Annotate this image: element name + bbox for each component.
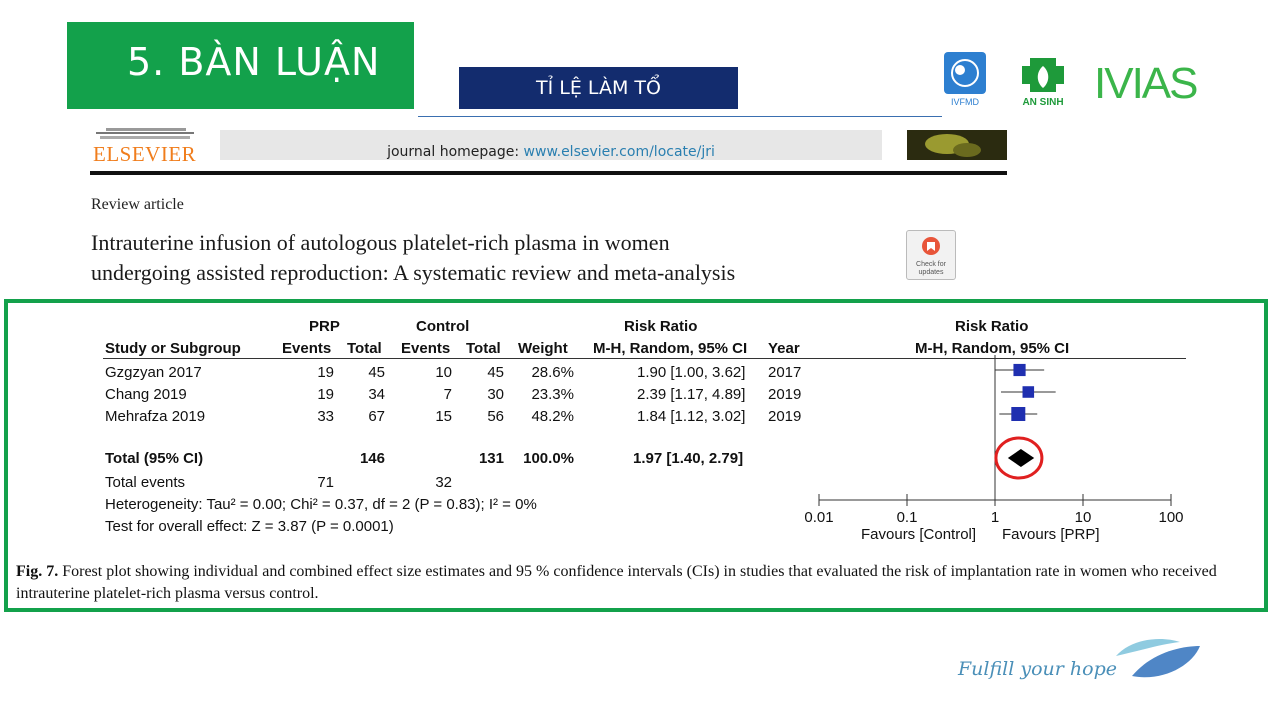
plot-header-risk-ratio: Risk Ratio <box>955 318 1029 335</box>
year: 2019 <box>768 408 802 425</box>
journal-homepage-label: journal homepage: <box>387 144 524 160</box>
svg-text:Check for: Check for <box>916 261 946 268</box>
prp-total: 45 <box>368 364 385 381</box>
col-header-ctrl-events: Events <box>401 340 451 357</box>
x-axis-tick-label: 1 <box>990 509 1000 526</box>
col-header-weight: Weight <box>518 340 568 357</box>
forest-plot <box>800 355 1200 555</box>
prp-total: 67 <box>368 408 385 425</box>
prp-total: 34 <box>368 386 385 403</box>
check-updates-icon <box>907 231 955 279</box>
study-marker <box>1013 364 1025 376</box>
study-marker <box>1011 407 1025 421</box>
publisher-name: ELSEVIER <box>93 142 197 166</box>
pooled-diamond <box>1008 449 1034 467</box>
footer-slogan: Fulfill your hope <box>958 658 1117 680</box>
total-ctrl: 131 <box>478 450 504 467</box>
article-title-line-2: undergoing assisted reproduction: A systematic review and meta-analysis <box>91 260 736 285</box>
total-weight: 100.0% <box>523 450 574 467</box>
ctrl-events: 15 <box>435 408 452 425</box>
figure-caption <box>16 561 1266 605</box>
risk-ratio: 1.90 [1.00, 3.62] <box>637 364 746 381</box>
elsevier-tree-icon <box>96 126 194 140</box>
x-axis-tick-label: 10 <box>1074 509 1092 526</box>
slide-subtitle: TỈ LỆ LÀM TỔ <box>536 77 661 99</box>
slide-title: 5. BÀN LUẬN <box>127 40 381 84</box>
col-header-prp-total: Total <box>347 340 382 357</box>
col-header-rr-method: M-H, Random, 95% CI <box>593 340 748 357</box>
ansinh-logo-text: AN SINH <box>1022 97 1064 108</box>
ivias-logo <box>1094 58 1198 106</box>
total-events-ctrl: 32 <box>435 474 452 491</box>
col-header-year: Year <box>768 340 800 357</box>
study-name: Chang 2019 <box>105 386 187 403</box>
journal-cover-image <box>907 130 1007 160</box>
favours-prp-label: Favours [PRP] <box>1002 526 1100 543</box>
ctrl-total: 56 <box>487 408 504 425</box>
forest-plot-marks <box>995 364 1056 478</box>
journal-homepage-link[interactable]: www.elsevier.com/locate/jri <box>523 144 715 160</box>
x-axis-tick-label: 0.01 <box>804 509 834 526</box>
total-events-prp: 71 <box>317 474 334 491</box>
total-risk-ratio: 1.97 [1.40, 2.79] <box>633 450 744 467</box>
col-header-prp-events: Events <box>282 340 332 357</box>
ctrl-total: 30 <box>487 386 504 403</box>
study-name: Gzgzyan 2017 <box>105 364 202 381</box>
x-axis-tick-label: 100 <box>1158 509 1184 526</box>
forest-plot-axis <box>804 355 1183 526</box>
ansinh-logo <box>1018 58 1068 108</box>
plot-header-method: M-H, Random, 95% CI <box>915 340 1070 357</box>
col-header-study: Study or Subgroup <box>105 340 241 357</box>
group-header-risk-ratio: Risk Ratio <box>624 318 698 335</box>
slide-subtitle-box <box>459 67 738 109</box>
prp-events: 19 <box>317 386 334 403</box>
study-name: Mehrafza 2019 <box>105 408 206 425</box>
group-header-prp: PRP <box>309 318 340 335</box>
ivias-logo-text: IVIAS <box>1094 59 1197 106</box>
overall-effect-stat: Test for overall effect: Z = 3.87 (P = 0.0001) <box>105 518 394 535</box>
article-type: Review article <box>91 196 184 213</box>
ctrl-total: 45 <box>487 364 504 381</box>
year: 2017 <box>768 364 802 381</box>
check-for-updates-button[interactable] <box>906 230 956 280</box>
prp-events: 33 <box>317 408 334 425</box>
article-title <box>91 228 891 288</box>
ivfmd-logo-text: IVFMD <box>951 97 979 107</box>
year: 2019 <box>768 386 802 403</box>
weight: 23.3% <box>531 386 574 403</box>
risk-ratio: 1.84 [1.12, 3.02] <box>637 408 746 425</box>
risk-ratio: 2.39 [1.17, 4.89] <box>637 386 746 403</box>
leaf-logo-icon <box>1112 636 1202 682</box>
total-events-label: Total events <box>105 474 186 491</box>
favours-control-label: Favours [Control] <box>861 526 977 543</box>
weight: 48.2% <box>531 408 574 425</box>
journal-homepage <box>220 144 882 160</box>
total-prp: 146 <box>359 450 385 467</box>
journal-header-rule <box>90 171 1007 175</box>
weight: 28.6% <box>531 364 574 381</box>
slide-title-box <box>67 22 414 109</box>
article-title-line-1: Intrauterine infusion of autologous platelet-rich plasma in women <box>91 230 670 255</box>
caption-label: Fig. 7. <box>16 563 59 580</box>
header-divider <box>418 116 942 117</box>
col-header-ctrl-total: Total <box>466 340 501 357</box>
ctrl-events: 7 <box>443 386 452 403</box>
heterogeneity-stat: Heterogeneity: Tau² = 0.00; Chi² = 0.37, df = 2 (P = 0.83); I² = 0% <box>105 496 537 513</box>
group-header-control: Control <box>416 318 470 335</box>
ivfmd-logo <box>944 52 986 107</box>
prp-events: 19 <box>317 364 334 381</box>
x-axis-tick-label: 0.1 <box>896 509 918 526</box>
caption-text: Forest plot showing individual and combined effect size estimates and 95 % confidence intervals (CIs) in studies that evaluated the risk of implantation rate in women who received intrauterine platelet-rich plasma versus control. <box>16 563 1217 602</box>
svg-text:updates: updates <box>918 269 944 276</box>
ctrl-events: 10 <box>435 364 452 381</box>
study-marker <box>1023 386 1035 398</box>
total-label: Total (95% CI) <box>105 450 204 467</box>
